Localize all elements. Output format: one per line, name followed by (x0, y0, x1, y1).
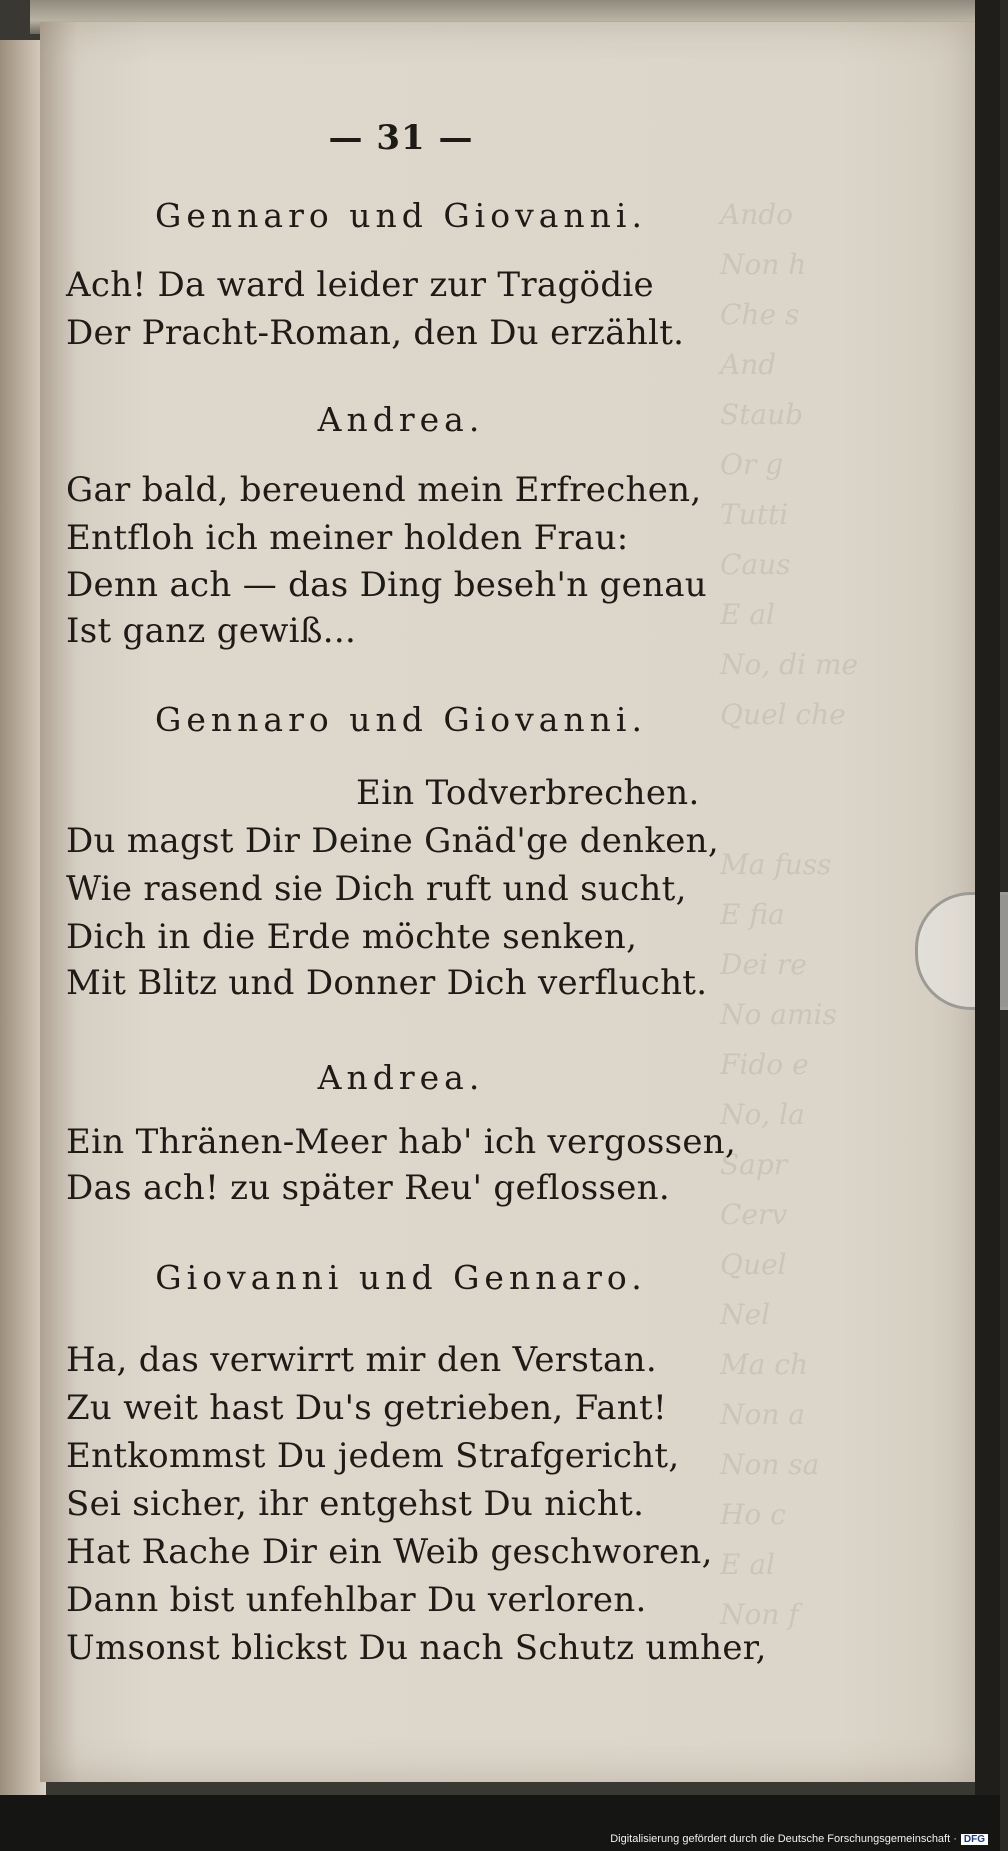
bleed-line: Cerv (720, 1198, 788, 1231)
bleed-line: Tutti (720, 498, 789, 531)
speaker-heading: Gennaro und Giovanni. (155, 196, 647, 235)
bleed-line: Staub (720, 398, 804, 431)
digitization-credit (610, 1833, 988, 1845)
speaker-heading: Andrea. (317, 1058, 485, 1097)
bleed-line: E al (720, 598, 775, 631)
bleed-line: Sapr (720, 1148, 788, 1181)
verse-line: Du magst Dir Deine Gnäd'ge denken, (66, 821, 719, 861)
verse-line: Dann bist unfehlbar Du verloren. (66, 1580, 647, 1620)
verse-line: Denn ach — das Ding beseh'n genau (66, 565, 707, 605)
bleed-line: Fido e (720, 1048, 809, 1081)
bleed-line: Quel (720, 1248, 787, 1281)
verse-line: Gar bald, bereuend mein Erfrechen, (66, 470, 702, 510)
bleed-line: No, la (720, 1098, 805, 1131)
bleed-line: Non a (720, 1398, 805, 1431)
verse-line: Mit Blitz und Donner Dich verflucht. (66, 963, 708, 1003)
credit-text: Digitalisierung gefördert durch die Deutsche Forschungsgemeinschaft · (610, 1833, 957, 1845)
verse-line: Der Pracht-Roman, den Du erzählt. (66, 313, 685, 353)
right-dark-edge (975, 0, 1000, 1851)
verse-line: Ist ganz gewiß... (66, 611, 357, 651)
bleed-line: Caus (720, 548, 791, 581)
bleed-line: E al (720, 1548, 775, 1581)
verse-line: Zu weit hast Du's getrieben, Fant! (66, 1388, 667, 1428)
verse-line: Sei sicher, ihr entgehst Du nicht. (66, 1484, 645, 1524)
bleed-line: E fia (720, 898, 785, 931)
page-number: — 31 — (328, 118, 474, 158)
verse-line: Ein Thränen-Meer hab' ich vergossen, (66, 1122, 737, 1162)
bleed-line: Ando (720, 198, 794, 231)
speaker-heading: Andrea. (317, 400, 485, 439)
bleed-through-text (720, 190, 970, 1631)
bleed-line: Non sa (720, 1448, 820, 1481)
bleed-line: Quel che (720, 698, 846, 731)
verse-line: Entfloh ich meiner holden Frau: (66, 518, 629, 558)
dfg-logo: DFG (961, 1834, 988, 1845)
bleed-line: Che s (720, 298, 800, 331)
bleed-line: Or g (720, 448, 784, 481)
verse-line: Umsonst blickst Du nach Schutz umher, (66, 1628, 767, 1668)
speaker-heading: Giovanni und Gennaro. (155, 1258, 647, 1297)
verse-line: Entkommst Du jedem Strafgericht, (66, 1436, 680, 1476)
bleed-line: Ma ch (720, 1348, 808, 1381)
bleed-line: No, di me (720, 648, 859, 681)
bleed-line: Dei re (720, 948, 807, 981)
bleed-line: Non h (720, 248, 807, 281)
verse-line: Hat Rache Dir ein Weib geschworen, (66, 1532, 713, 1572)
verse-line: Dich in die Erde möchte senken, (66, 917, 638, 957)
bleed-line: Nel (720, 1298, 771, 1331)
speaker-heading: Gennaro und Giovanni. (155, 700, 647, 739)
verse-line: Ein Todverbrechen. (356, 773, 700, 813)
bleed-line: Ho c (720, 1498, 786, 1531)
bleed-line: No amis (720, 998, 837, 1031)
verse-line: Das ach! zu später Reu' geflossen. (66, 1168, 670, 1208)
bleed-line: And (720, 348, 777, 381)
verse-line: Wie rasend sie Dich ruft und sucht, (66, 869, 687, 909)
bleed-line: Non f (720, 1598, 799, 1631)
verse-line: Ha, das verwirrt mir den Verstan. (66, 1340, 657, 1380)
bleed-line: Ma fuss (720, 848, 832, 881)
verse-line: Ach! Da ward leider zur Tragödie (66, 265, 654, 305)
